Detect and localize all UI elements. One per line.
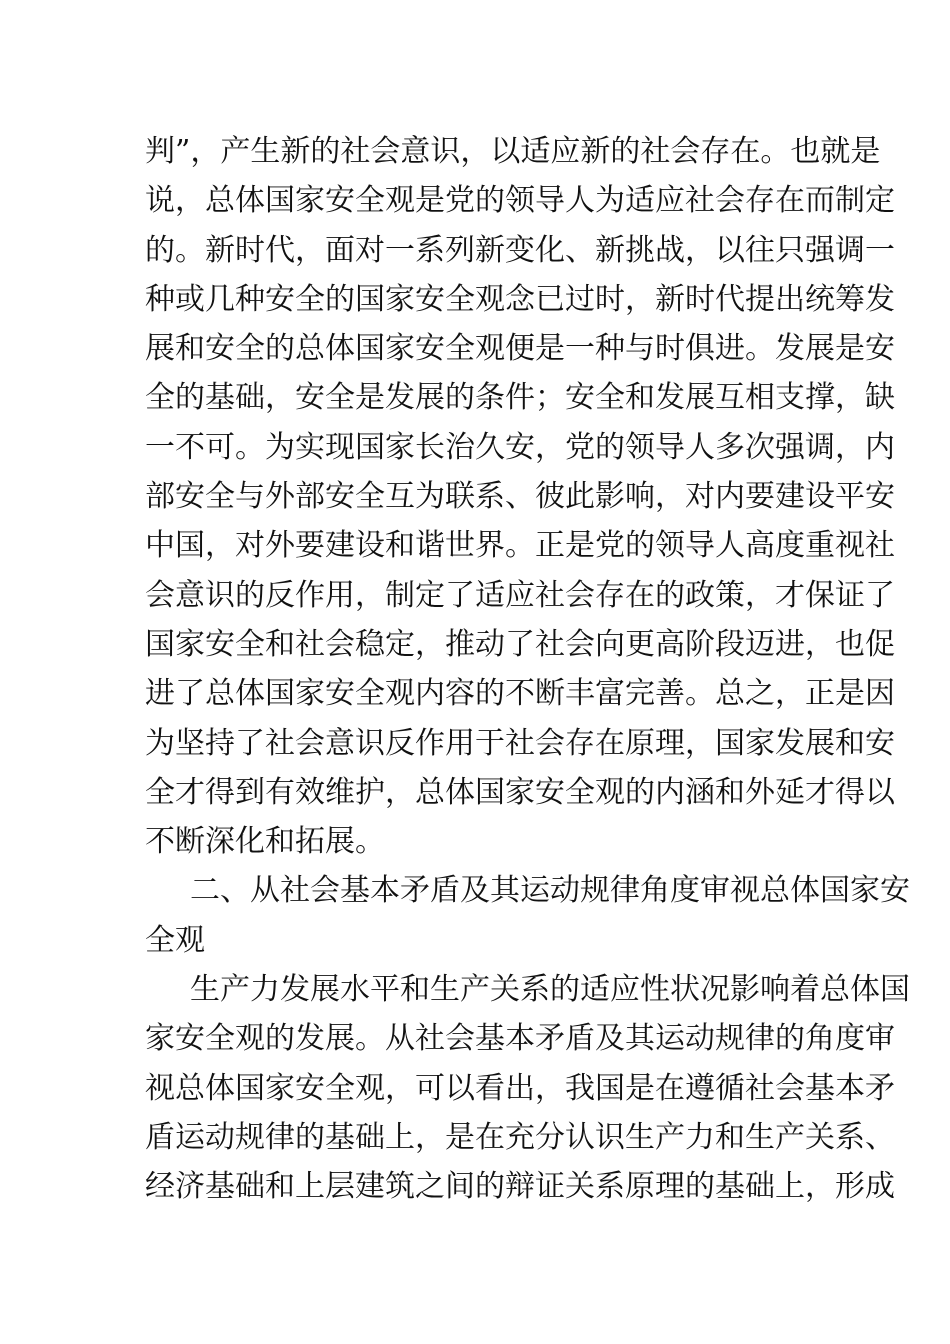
text-line: 会意识的反作用，制定了适应社会存在的政策，才保证了 [145, 577, 895, 613]
heading-line: 二、从社会基本矛盾及其运动规律角度审视总体国家安 [190, 873, 910, 909]
text-line: 部安全与外部安全互为联系、彼此影响，对内要建设平安 [145, 479, 895, 515]
paragraph-next [145, 965, 910, 1211]
text-line: 进了总体国家安全观内容的不断丰富完善。总之，正是因 [145, 676, 895, 712]
text-line: 全才得到有效维护，总体国家安全观的内涵和外延才得以 [145, 774, 895, 810]
text-line: 国家安全和社会稳定，推动了社会向更高阶段迈进，也促 [145, 626, 895, 662]
text-line: 展和安全的总体国家安全观便是一种与时俱进。发展是安 [145, 331, 895, 367]
text-line: 种或几种安全的国家安全观念已过时，新时代提出统筹发 [145, 281, 895, 317]
section-heading [145, 866, 910, 965]
text-line: 经济基础和上层建筑之间的辩证关系原理的基础上，形成 [145, 1169, 895, 1205]
paragraph-continued [145, 127, 895, 866]
text-line: 中国，对外要建设和谐世界。正是党的领导人高度重视社 [145, 528, 895, 564]
text-line: 说，总体国家安全观是党的领导人为适应社会存在而制定 [145, 183, 895, 219]
document-body [145, 127, 910, 1212]
text-line: 生产力发展水平和生产关系的适应性状况影响着总体国 [190, 972, 910, 1008]
text-line: 不断深化和拓展。 [145, 824, 385, 860]
text-line: 视总体国家安全观，可以看出，我国是在遵循社会基本矛 [145, 1070, 895, 1106]
heading-line: 全观 [145, 922, 205, 958]
text-line: 判”，产生新的社会意识，以适应新的社会存在。也就是 [145, 134, 881, 169]
text-line: 的。新时代，面对一系列新变化、新挑战，以往只强调一 [145, 232, 895, 268]
text-line: 为坚持了社会意识反作用于社会存在原理，国家发展和安 [145, 725, 895, 761]
text-line: 盾运动规律的基础上，是在充分认识生产力和生产关系、 [145, 1119, 895, 1155]
text-line: 家安全观的发展。从社会基本矛盾及其运动规律的角度审 [145, 1021, 895, 1057]
text-line: 一不可。为实现国家长治久安，党的领导人多次强调，内 [145, 429, 895, 465]
text-line: 全的基础，安全是发展的条件；安全和发展互相支撑，缺 [145, 380, 895, 416]
